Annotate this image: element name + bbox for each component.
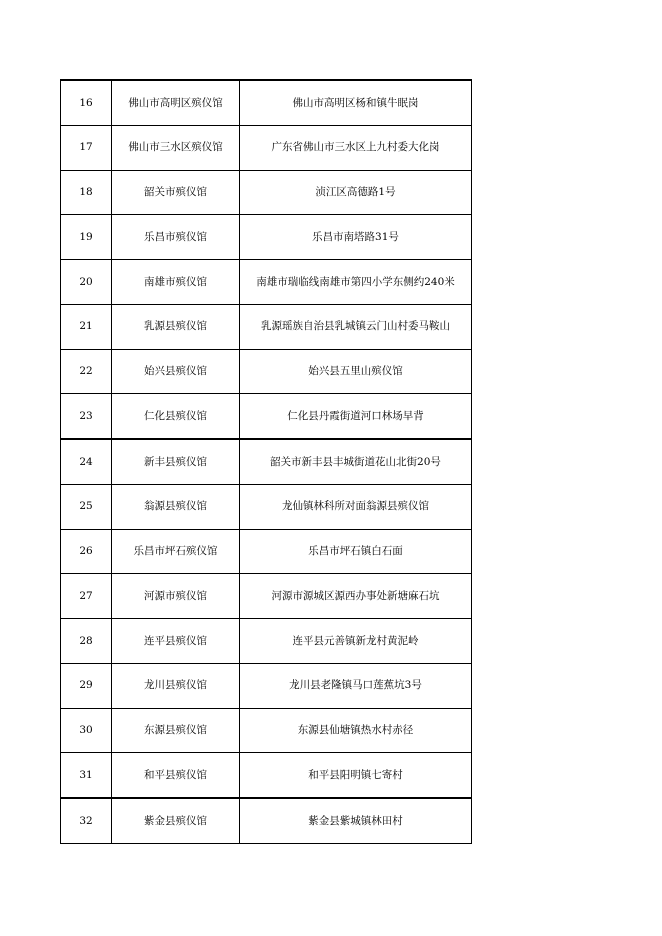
row-number-cell: 28 bbox=[61, 619, 112, 664]
funeral-home-name-cell: 和平县殡仪馆 bbox=[112, 753, 240, 798]
row-number-cell: 20 bbox=[61, 260, 112, 305]
table-row bbox=[61, 80, 472, 125]
table-body bbox=[61, 80, 472, 843]
table-row bbox=[61, 529, 472, 574]
funeral-home-name-cell: 韶关市殡仪馆 bbox=[112, 170, 240, 215]
funeral-home-address-cell: 乐昌市坪石镇白石面 bbox=[240, 529, 472, 574]
funeral-home-name-cell: 乳源县殡仪馆 bbox=[112, 304, 240, 349]
row-number-cell: 19 bbox=[61, 215, 112, 260]
table-row bbox=[61, 798, 472, 843]
funeral-home-name-cell: 翁源县殡仪馆 bbox=[112, 484, 240, 529]
funeral-home-name-cell: 乐昌市殡仪馆 bbox=[112, 215, 240, 260]
row-number-cell: 24 bbox=[61, 439, 112, 484]
funeral-home-name-cell: 仁化县殡仪馆 bbox=[112, 394, 240, 439]
row-number-cell: 18 bbox=[61, 170, 112, 215]
row-number-cell: 26 bbox=[61, 529, 112, 574]
funeral-home-address-cell: 广东省佛山市三水区上九村委大化岗 bbox=[240, 125, 472, 170]
funeral-home-address-cell: 东源县仙塘镇热水村赤径 bbox=[240, 708, 472, 753]
funeral-home-name-cell: 紫金县殡仪馆 bbox=[112, 798, 240, 843]
row-number-cell: 21 bbox=[61, 304, 112, 349]
funeral-home-name-cell: 龙川县殡仪馆 bbox=[112, 663, 240, 708]
table-row bbox=[61, 349, 472, 394]
funeral-home-name-cell: 东源县殡仪馆 bbox=[112, 708, 240, 753]
funeral-home-table bbox=[60, 79, 472, 844]
funeral-home-address-cell: 始兴县五里山殡仪馆 bbox=[240, 349, 472, 394]
funeral-home-address-cell: 浈江区高德路1号 bbox=[240, 170, 472, 215]
funeral-home-name-cell: 河源市殡仪馆 bbox=[112, 574, 240, 619]
funeral-home-address-cell: 乐昌市南塔路31号 bbox=[240, 215, 472, 260]
row-number-cell: 22 bbox=[61, 349, 112, 394]
table-row bbox=[61, 484, 472, 529]
funeral-home-address-cell: 连平县元善镇新龙村黄泥岭 bbox=[240, 619, 472, 664]
table-row bbox=[61, 125, 472, 170]
funeral-home-name-cell: 佛山市三水区殡仪馆 bbox=[112, 125, 240, 170]
funeral-home-address-cell: 龙川县老隆镇马口莲蕉坑3号 bbox=[240, 663, 472, 708]
funeral-home-address-cell: 和平县阳明镇七寄村 bbox=[240, 753, 472, 798]
row-number-cell: 25 bbox=[61, 484, 112, 529]
funeral-home-name-cell: 乐昌市坪石殡仪馆 bbox=[112, 529, 240, 574]
funeral-home-address-cell: 仁化县丹霞街道河口林场早背 bbox=[240, 394, 472, 439]
table-row bbox=[61, 619, 472, 664]
table-row bbox=[61, 304, 472, 349]
table-row bbox=[61, 753, 472, 798]
row-number-cell: 32 bbox=[61, 798, 112, 843]
row-number-cell: 31 bbox=[61, 753, 112, 798]
table-row bbox=[61, 170, 472, 215]
funeral-home-address-cell: 河源市源城区源西办事处新塘麻石坑 bbox=[240, 574, 472, 619]
table-row bbox=[61, 394, 472, 439]
row-number-cell: 30 bbox=[61, 708, 112, 753]
funeral-home-name-cell: 佛山市高明区殡仪馆 bbox=[112, 80, 240, 125]
row-number-cell: 17 bbox=[61, 125, 112, 170]
table-row bbox=[61, 708, 472, 753]
row-number-cell: 29 bbox=[61, 663, 112, 708]
funeral-home-address-cell: 紫金县紫城镇林田村 bbox=[240, 798, 472, 843]
funeral-home-address-cell: 南雄市瑞临线南雄市第四小学东侧约240米 bbox=[240, 260, 472, 305]
funeral-home-name-cell: 南雄市殡仪馆 bbox=[112, 260, 240, 305]
funeral-home-address-cell: 韶关市新丰县丰城街道花山北街20号 bbox=[240, 439, 472, 484]
funeral-home-address-cell: 乳源瑶族自治县乳城镇云门山村委马鞍山 bbox=[240, 304, 472, 349]
row-number-cell: 23 bbox=[61, 394, 112, 439]
funeral-home-address-cell: 佛山市高明区杨和镇牛眠岗 bbox=[240, 80, 472, 125]
row-number-cell: 27 bbox=[61, 574, 112, 619]
table-row bbox=[61, 215, 472, 260]
table-row bbox=[61, 439, 472, 484]
funeral-home-address-cell: 龙仙镇林科所对面翁源县殡仪馆 bbox=[240, 484, 472, 529]
table-row bbox=[61, 260, 472, 305]
row-number-cell: 16 bbox=[61, 80, 112, 125]
funeral-home-name-cell: 连平县殡仪馆 bbox=[112, 619, 240, 664]
table-row bbox=[61, 574, 472, 619]
funeral-home-name-cell: 始兴县殡仪馆 bbox=[112, 349, 240, 394]
table-row bbox=[61, 663, 472, 708]
funeral-home-name-cell: 新丰县殡仪馆 bbox=[112, 439, 240, 484]
